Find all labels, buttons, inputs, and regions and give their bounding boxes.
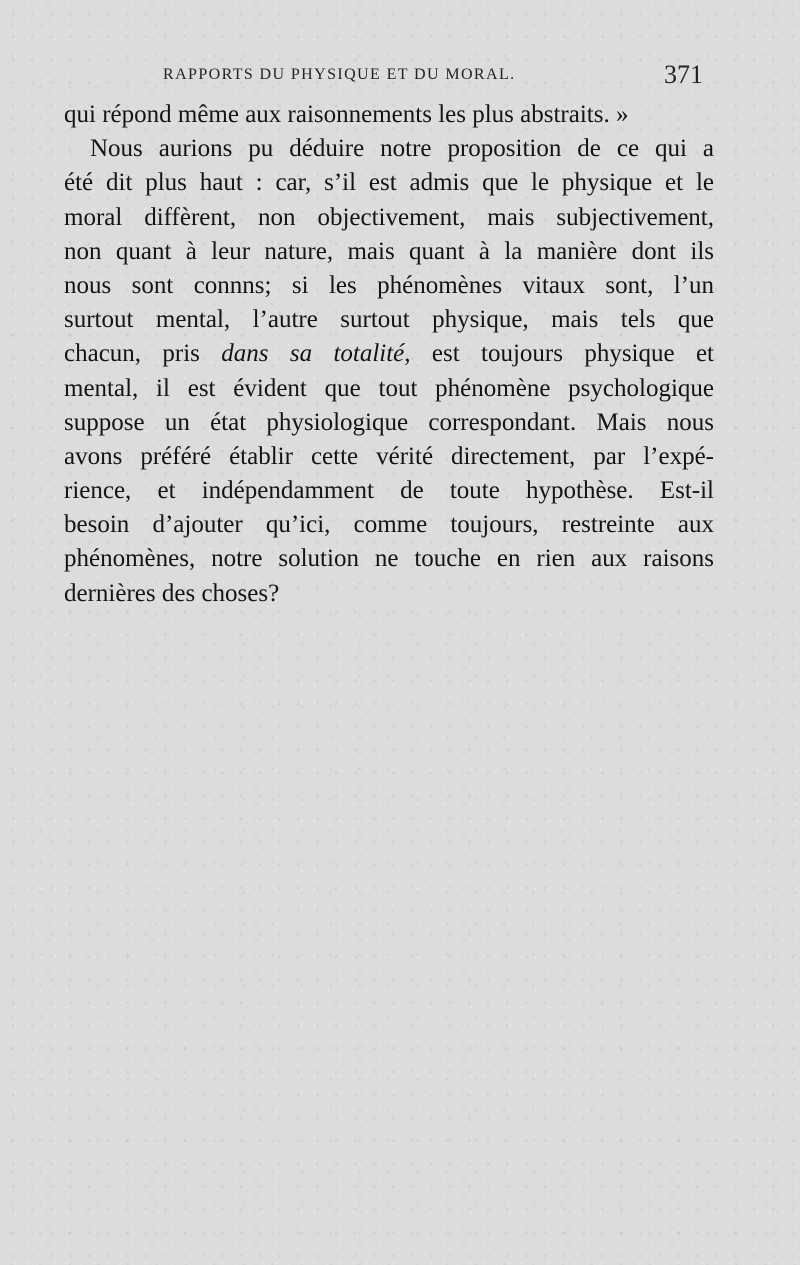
text-line-8-end: est toujours physique et xyxy=(410,340,714,368)
text-line-8 xyxy=(64,337,714,371)
italic-phrase: dans sa totalité, xyxy=(221,340,411,368)
text-line-15: dernières des choses? xyxy=(64,579,280,607)
text-line-2: Nous aurions pu déduire notre proposition de ce qui a xyxy=(90,135,714,163)
body-text xyxy=(64,98,714,611)
text-line-4: moral diffèrent, non objectivement, mais subjectivement, xyxy=(64,203,714,231)
text-line-12: rience, et indépendamment de toute hypothèse. Est-il xyxy=(64,477,714,505)
running-title: RAPPORTS DU PHYSIQUE ET DU MORAL. xyxy=(163,66,516,83)
text-line-3: été dit plus haut : car, s’il est admis que le physique et le xyxy=(64,169,714,197)
text-line-13: besoin d’ajouter qu’ici, comme toujours, restreinte aux xyxy=(64,511,714,539)
text-line-7: surtout mental, l’autre surtout physique, mais tels que xyxy=(64,306,714,334)
text-line-6: nous sont connns; si les phénomènes vitaux sont, l’un xyxy=(64,271,714,299)
text-line-11: avons préféré établir cette vérité directement, par l’expé- xyxy=(64,442,714,470)
text-line-9: mental, il est évident que tout phénomène psychologique xyxy=(64,374,714,402)
text-line-10: suppose un état physiologique correspondant. Mais nous xyxy=(64,408,714,436)
text-line-8-start: chacun, pris xyxy=(64,340,222,368)
page-number: 371 xyxy=(664,60,703,89)
page-header xyxy=(163,60,703,90)
text-line-5: non quant à leur nature, mais quant à la manière dont ils xyxy=(64,237,714,265)
text-line-1: qui répond même aux raisonnements les plus abstraits. » xyxy=(64,101,629,128)
text-line-14: phénomènes, notre solution ne touche en rien aux raisons xyxy=(64,545,714,573)
